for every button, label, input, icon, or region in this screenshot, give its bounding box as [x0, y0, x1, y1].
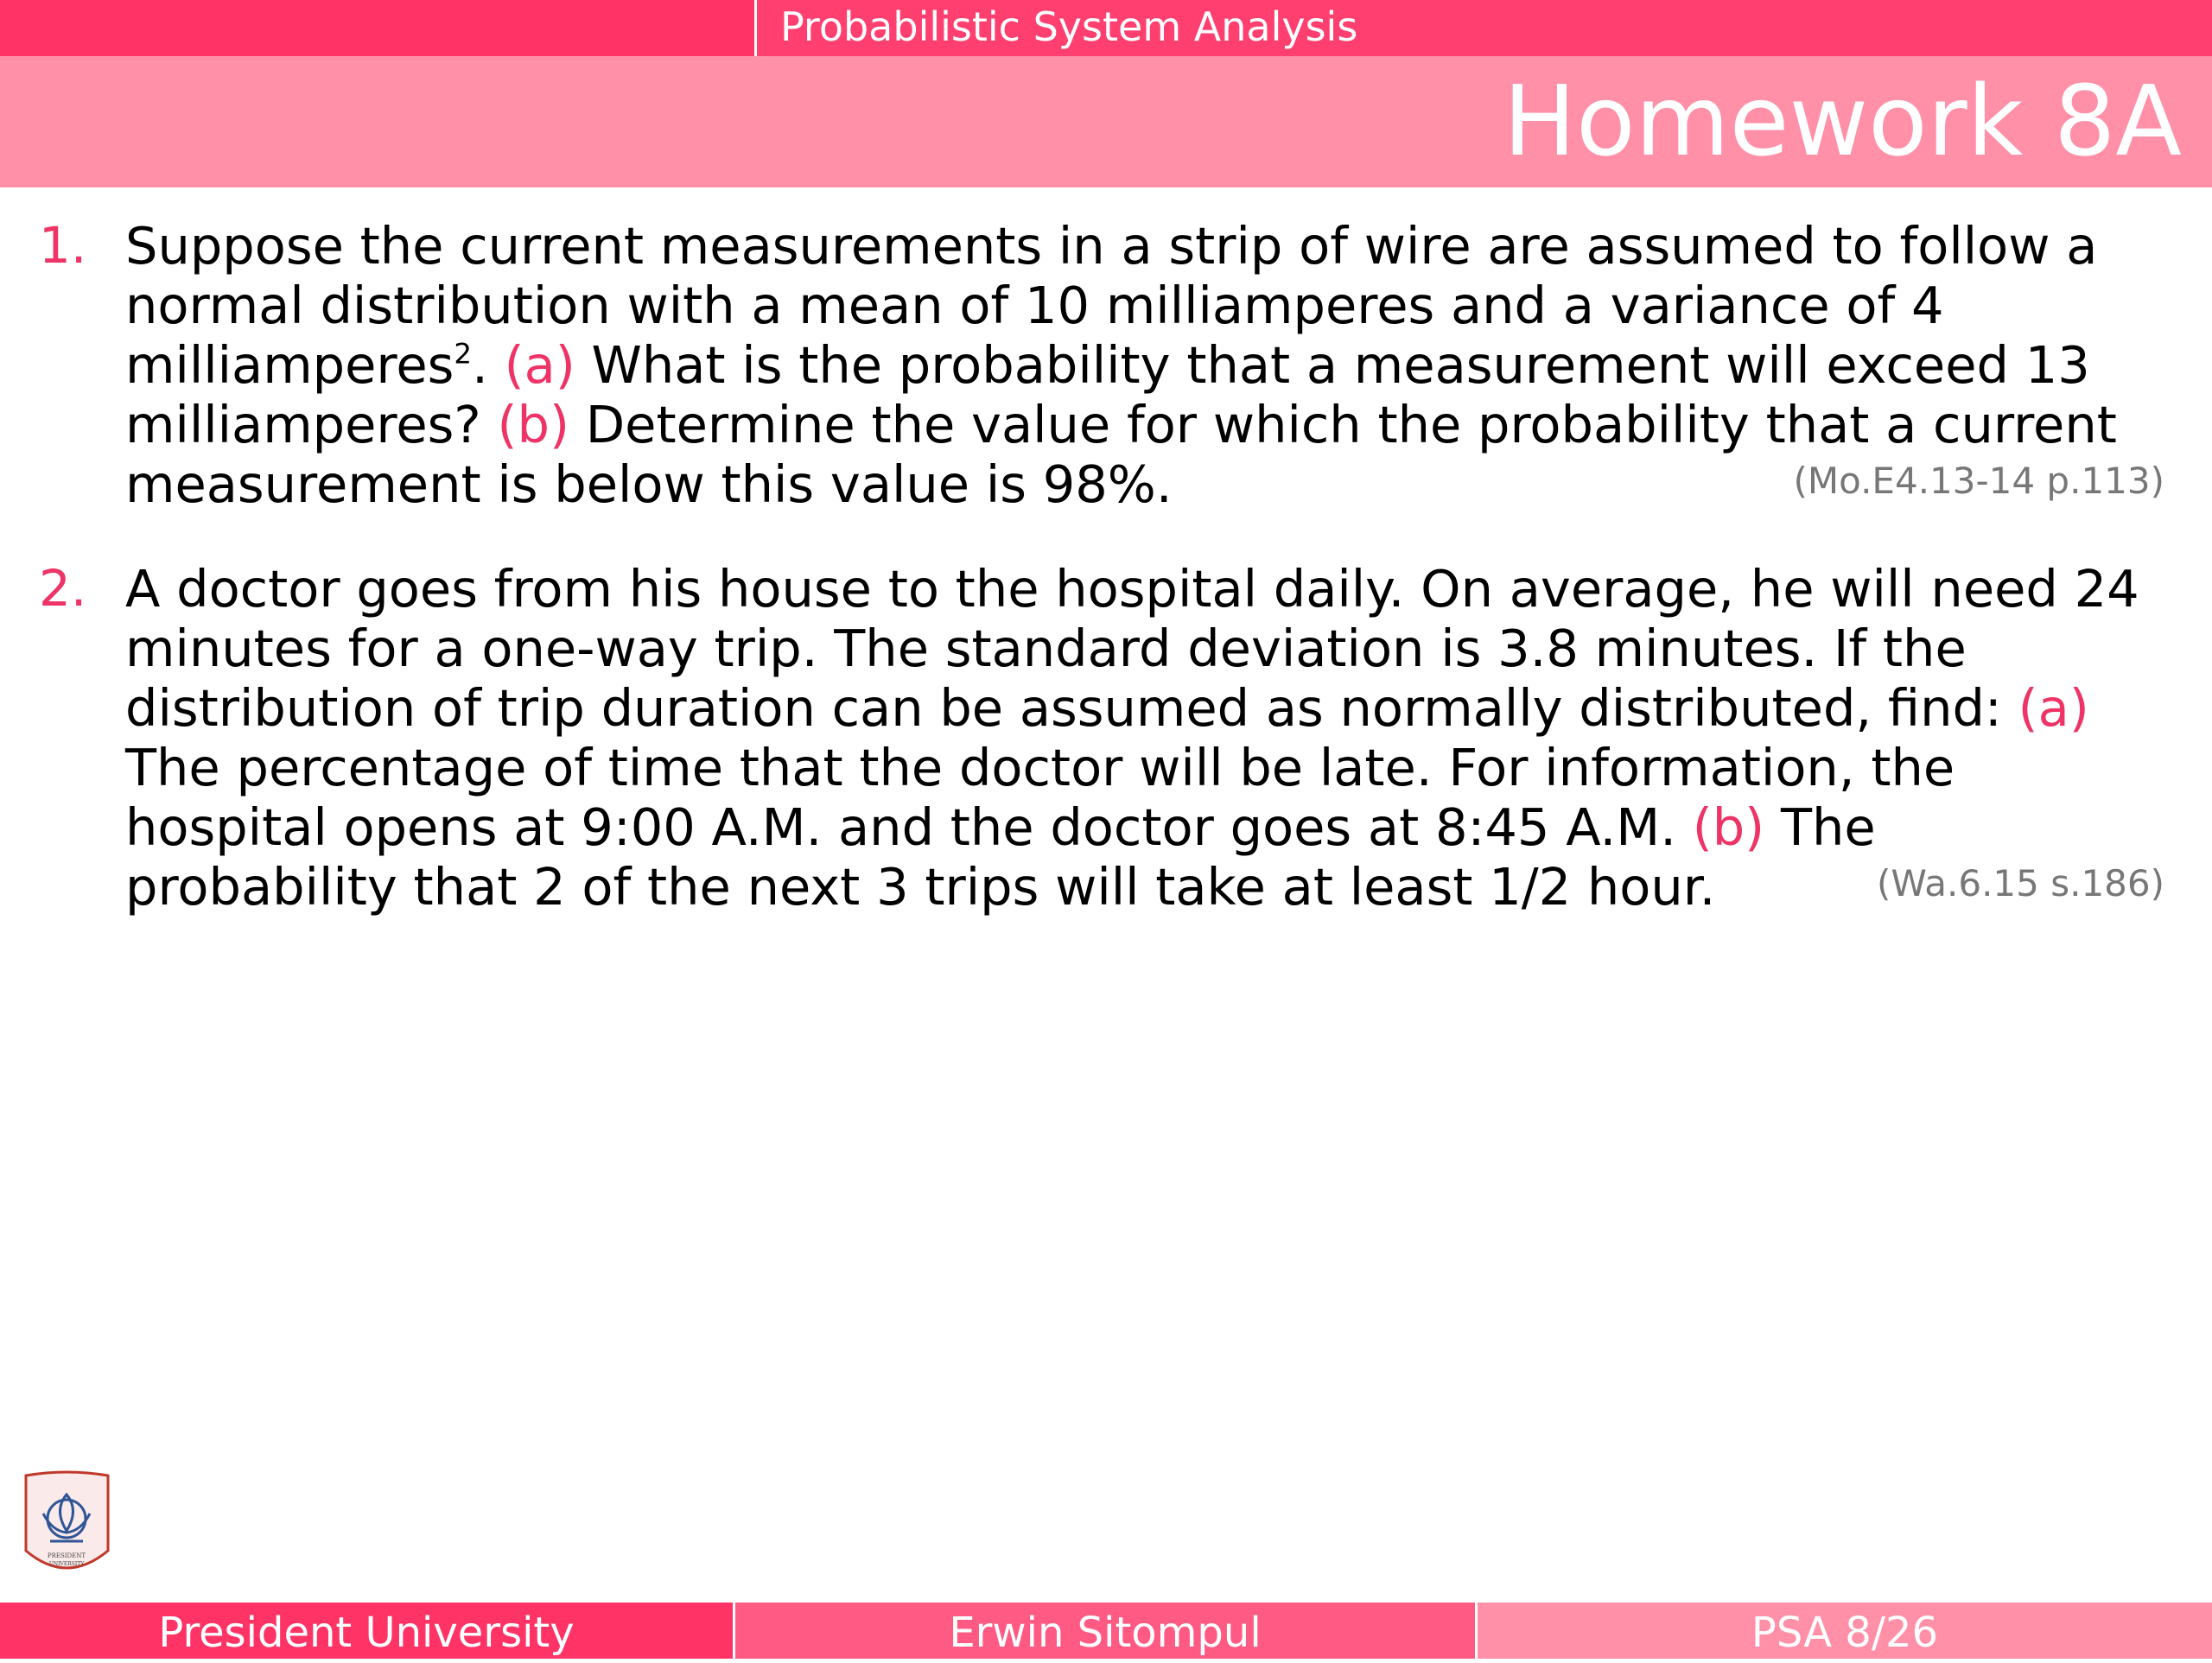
course-title: Probabilistic System Analysis	[780, 3, 1358, 50]
slide-title: Homework 8A	[1503, 66, 2182, 178]
footer-bar	[0, 1603, 2212, 1659]
problem-body	[125, 559, 2164, 917]
problem-text-segment: A doctor goes from his house to the hospital daily. On average, he will need 24 minutes for a one-way trip. The standard deviation is 3.8 minutes. If the distribution of trip duration can be assumed as normally distributed, find:	[125, 559, 2139, 738]
problem-text-segment: .	[472, 335, 505, 395]
problem-text-segment: The percentage of time that the doctor will be late. For information, the hospital opens at 9:00 A.M. and the doctor goes at 8:45 A.M.	[125, 738, 1955, 857]
problem-number: 1.	[39, 216, 87, 275]
problem-text	[125, 216, 2164, 514]
superscript-2: 2	[454, 337, 473, 371]
part-b-label: (b)	[1692, 797, 1765, 857]
footer-page-number: PSA 8/26	[1478, 1603, 2212, 1659]
source-reference: (Mo.E4.13-14 p.113)	[1793, 460, 2164, 502]
top-header-bar	[0, 0, 2212, 56]
problem-text-segment: What is the probability that a measurement will exceed 13 milliamperes?	[125, 335, 2090, 454]
title-bar	[0, 56, 2212, 187]
problem-text	[125, 559, 2164, 917]
problem-1	[0, 216, 2212, 514]
top-header-left-block	[0, 0, 754, 56]
university-logo-icon	[17, 1469, 117, 1585]
problem-body	[125, 216, 2164, 514]
footer-author: Erwin Sitompul	[735, 1603, 1475, 1659]
footer-institution: President University	[0, 1603, 733, 1659]
problem-list	[0, 216, 2212, 962]
source-reference: (Wa.6.15 s.186)	[1877, 862, 2164, 904]
problem-number: 2.	[39, 559, 87, 618]
part-a-label: (a)	[2018, 678, 2089, 738]
problem-text-segment: The probability that 2 of the next 3 trips will take at least 1/2 hour.	[125, 797, 1876, 917]
svg-text:UNIVERSITY: UNIVERSITY	[48, 1561, 85, 1567]
part-b-label: (b)	[497, 395, 569, 454]
part-a-label: (a)	[504, 335, 575, 395]
problem-text-segment: Suppose the current measurements in a strip of wire are assumed to follow a normal distribution with a mean of 10 milliamperes and a variance of 4 milliamperes	[125, 216, 2098, 395]
problem-text-segment: Determine the value for which the probability that a current measurement is below this value is 98%.	[125, 395, 2117, 514]
svg-text:PRESIDENT: PRESIDENT	[47, 1552, 86, 1559]
problem-2	[0, 559, 2212, 917]
